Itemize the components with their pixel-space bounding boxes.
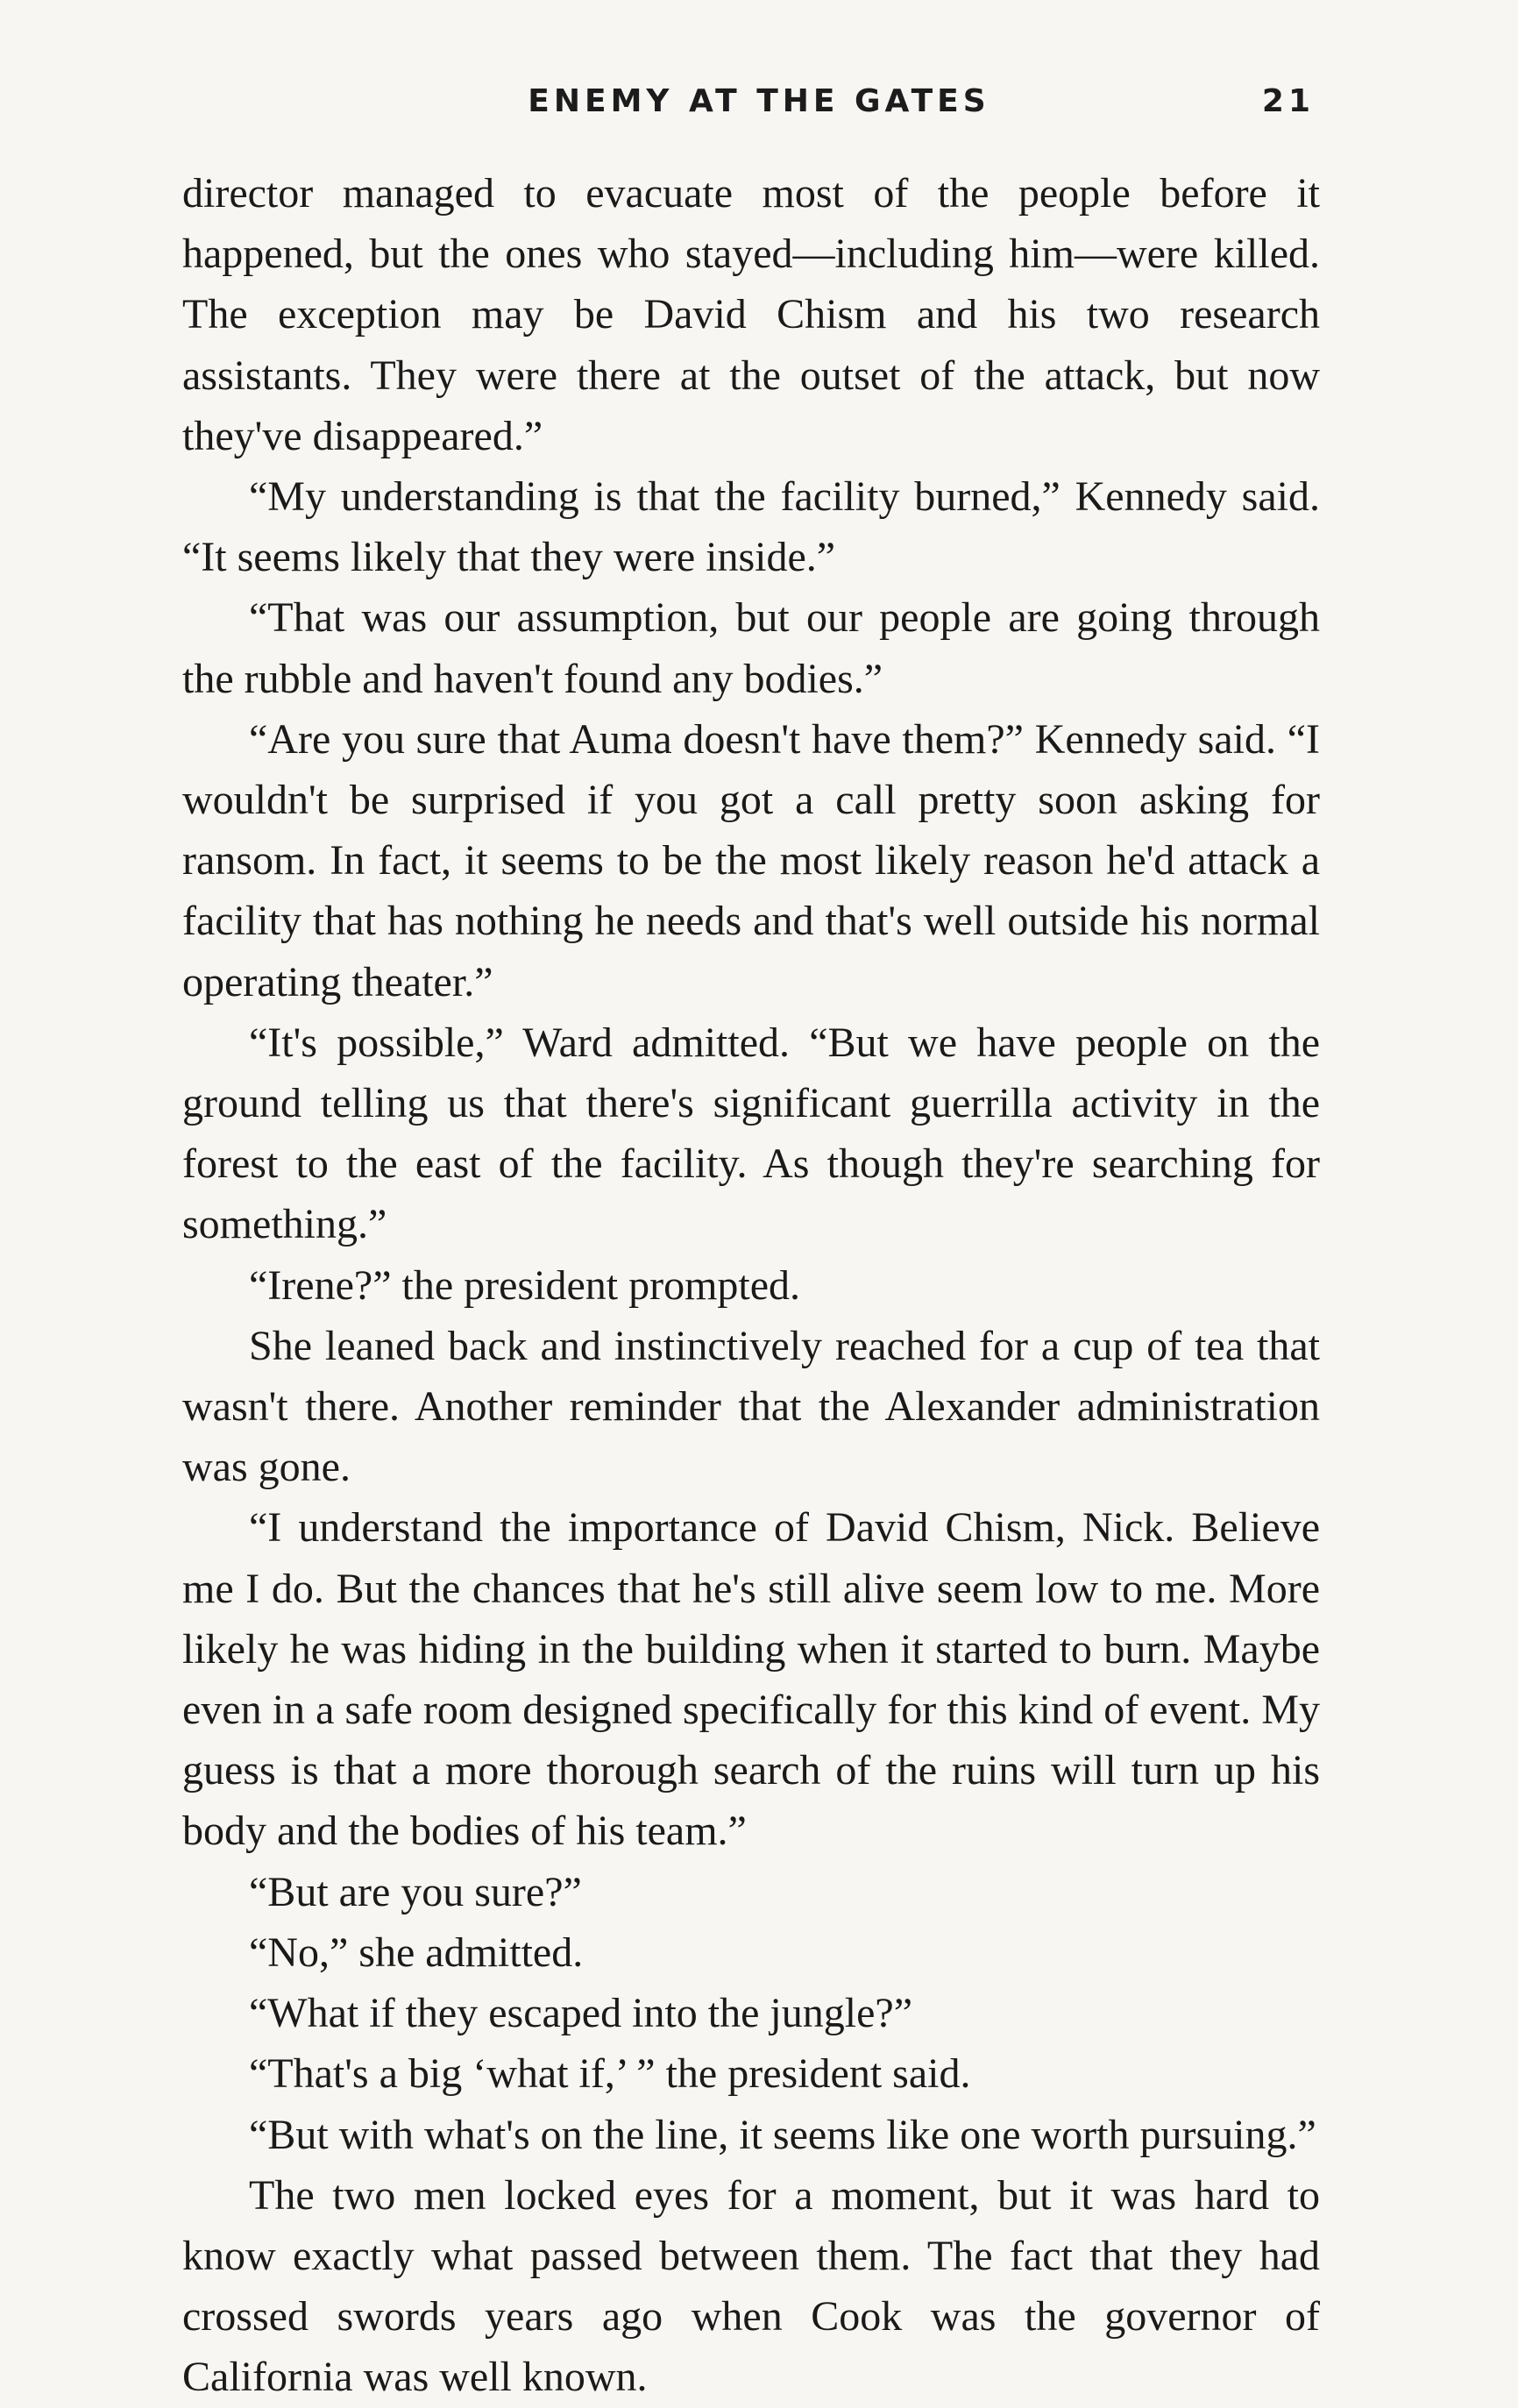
paragraph: “But with what's on the line, it seems like one worth pursuing.” [249, 2111, 1316, 2158]
paragraph: “Irene?” the president prompted. [249, 1261, 801, 1309]
paragraph: “That was our assumption, but our people are going through the rubble and haven't found any bodies.” [182, 594, 1320, 702]
paragraph: “What if they escaped into the jungle?” [249, 1990, 913, 2037]
paragraph: “I understand the importance of David Chism, Nick. Believe me I do. But the chances that he's still alive seem low to me. More likely he was hiding in the building when it started to burn. Maybe even in a safe room designed specifically for this kind of event. My guess is that a more thorough search of the ruins will turn up his body and the bodies of his team.” [182, 1504, 1320, 1855]
running-head [0, 75, 1518, 128]
paragraph: “My understanding is that the facility burned,” Kennedy said. “It seems likely that they were inside.” [182, 473, 1320, 581]
paragraph: She leaned back and instinctively reached for a cup of tea that wasn't there. Another reminder that the Alexander administration was gone. [182, 1322, 1320, 1491]
running-title: ENEMY AT THE GATES [528, 83, 990, 119]
paragraph: “Are you sure that Auma doesn't have them?” Kennedy said. “I wouldn't be surprised if you got a call pretty soon asking for ransom. In fact, it seems to be the most likely reason he'd attack a facility that has nothing he needs and that's well outside his normal operating theater.” [182, 715, 1320, 1005]
paragraph: “That's a big ‘what if,’ ” the president said. [249, 2050, 971, 2098]
paragraph: “But are you sure?” [249, 1868, 582, 1915]
paragraph: “It's possible,” Ward admitted. “But we have people on the ground telling us that there's significant guerrilla activity in the forest to the east of the facility. As though they're searching for something.” [182, 1019, 1320, 1248]
page-number: 21 [1261, 83, 1315, 119]
paragraph: “No,” she admitted. [249, 1929, 584, 1976]
body-text [182, 163, 1320, 2408]
paragraph: The two men locked eyes for a moment, but it was hard to know exactly what passed between them. The fact that they had crossed swords years ago when Cook was the governor of California was well known. [182, 2171, 1320, 2401]
paragraph: director managed to evacuate most of the people before it happened, but the ones who stayed—including him—were killed. The exception may be David Chism and his two research assistants. They were there at the outset of the attack, but now they've disappeared.” [182, 170, 1320, 459]
